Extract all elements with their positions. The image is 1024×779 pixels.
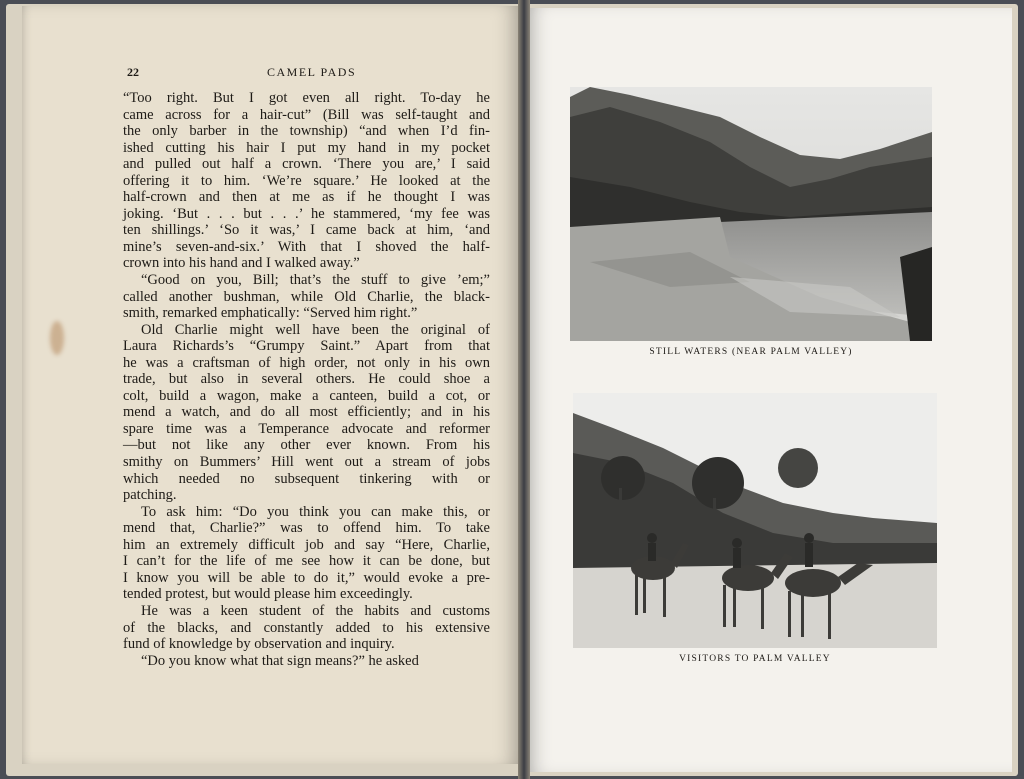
- text-line: and pulled out half a crown. ‘There you are,’ I said: [123, 156, 490, 173]
- text-line: —but not like any other ever known. From his: [123, 437, 490, 454]
- text-line: fund of knowledge by observation and inquiry.: [123, 636, 395, 653]
- text-line: trade, but also in several others. He could shoe a: [123, 371, 490, 388]
- text-line: colt, build a wagon, make a canteen, build a cot, or: [123, 387, 490, 404]
- text-line: mend that, Charlie?” was to offend him. To take: [123, 520, 490, 537]
- text-line: smithy on Bummers’ Hill went out a stream of jobs: [123, 454, 490, 471]
- text-line: joking. ‘But . . . but . . .’ he stammered, ‘my fee was: [123, 205, 490, 222]
- text-line: him an extremely difficult job and say “Here, Charlie,: [123, 536, 490, 553]
- book-gutter: [518, 0, 530, 779]
- text-line: offering it to him. ‘We’re square.’ He looked at the: [123, 172, 490, 189]
- text-line: mine’s seven-and-six.’ With that I shoved the half-: [123, 238, 490, 255]
- text-line: came across for a hair-cut” (Bill was self-taught and: [123, 106, 490, 123]
- text-line: half-crown and then at me as if he thought I was: [123, 189, 490, 206]
- page-number: 22: [127, 65, 139, 79]
- photo-caption-still-waters: STILL WATERS (NEAR PALM VALLEY): [649, 347, 853, 357]
- text-line: patching.: [123, 487, 177, 504]
- text-line: the only barber in the township) “and when I’d fin-: [123, 123, 490, 140]
- running-head-title: CAMEL PADS: [267, 65, 357, 79]
- text-line: I know you will be able to do it,” would evoke a pre-: [123, 569, 490, 586]
- text-line: To ask him: “Do you think you can make this, or: [141, 503, 490, 520]
- photo-still-waters: [570, 87, 932, 341]
- text-line: ten shillings.’ ‘So it was,’ I came back at him, ‘and: [123, 222, 490, 239]
- text-line: mend a watch, and do all most efficiently; and in his: [123, 404, 490, 421]
- text-line: “Good on you, Bill; that’s the stuff to give ’em;”: [141, 272, 490, 289]
- text-line: which needed no subsequent tinkering with or: [123, 470, 490, 487]
- text-line: crown into his hand and I walked away.”: [123, 255, 360, 272]
- text-line: Old Charlie might well have been the original of: [141, 321, 490, 338]
- page-stain: [50, 321, 64, 355]
- text-line: called another bushman, while Old Charlie, the black-: [123, 288, 490, 305]
- text-line: he was a craftsman of high order, not only in his own: [123, 354, 490, 371]
- text-line: tended protest, but would please him exceedingly.: [123, 586, 413, 603]
- text-line: “Do you know what that sign means?” he asked: [141, 652, 419, 669]
- text-line: of the blacks, and constantly added to his extensive: [123, 619, 490, 636]
- body-text: [123, 90, 490, 669]
- text-line: spare time was a Temperance advocate and reformer: [123, 420, 490, 437]
- text-line: ished cutting his hair I put my hand in my pocket: [123, 139, 490, 156]
- text-line: smith, remarked emphatically: “Served him right.”: [123, 305, 418, 322]
- text-line: He was a keen student of the habits and customs: [141, 602, 490, 619]
- text-line: “Too right. But I got even all right. To-day he: [123, 90, 490, 106]
- running-head: [127, 65, 493, 83]
- text-line: I can’t for the life of me see how it can be done, but: [123, 553, 490, 570]
- text-line: Laura Richards’s “Grumpy Saint.” Apart from that: [123, 338, 490, 355]
- photo-visitors-palm-valley: [573, 393, 937, 648]
- photo-caption-visitors: VISITORS TO PALM VALLEY: [679, 654, 831, 664]
